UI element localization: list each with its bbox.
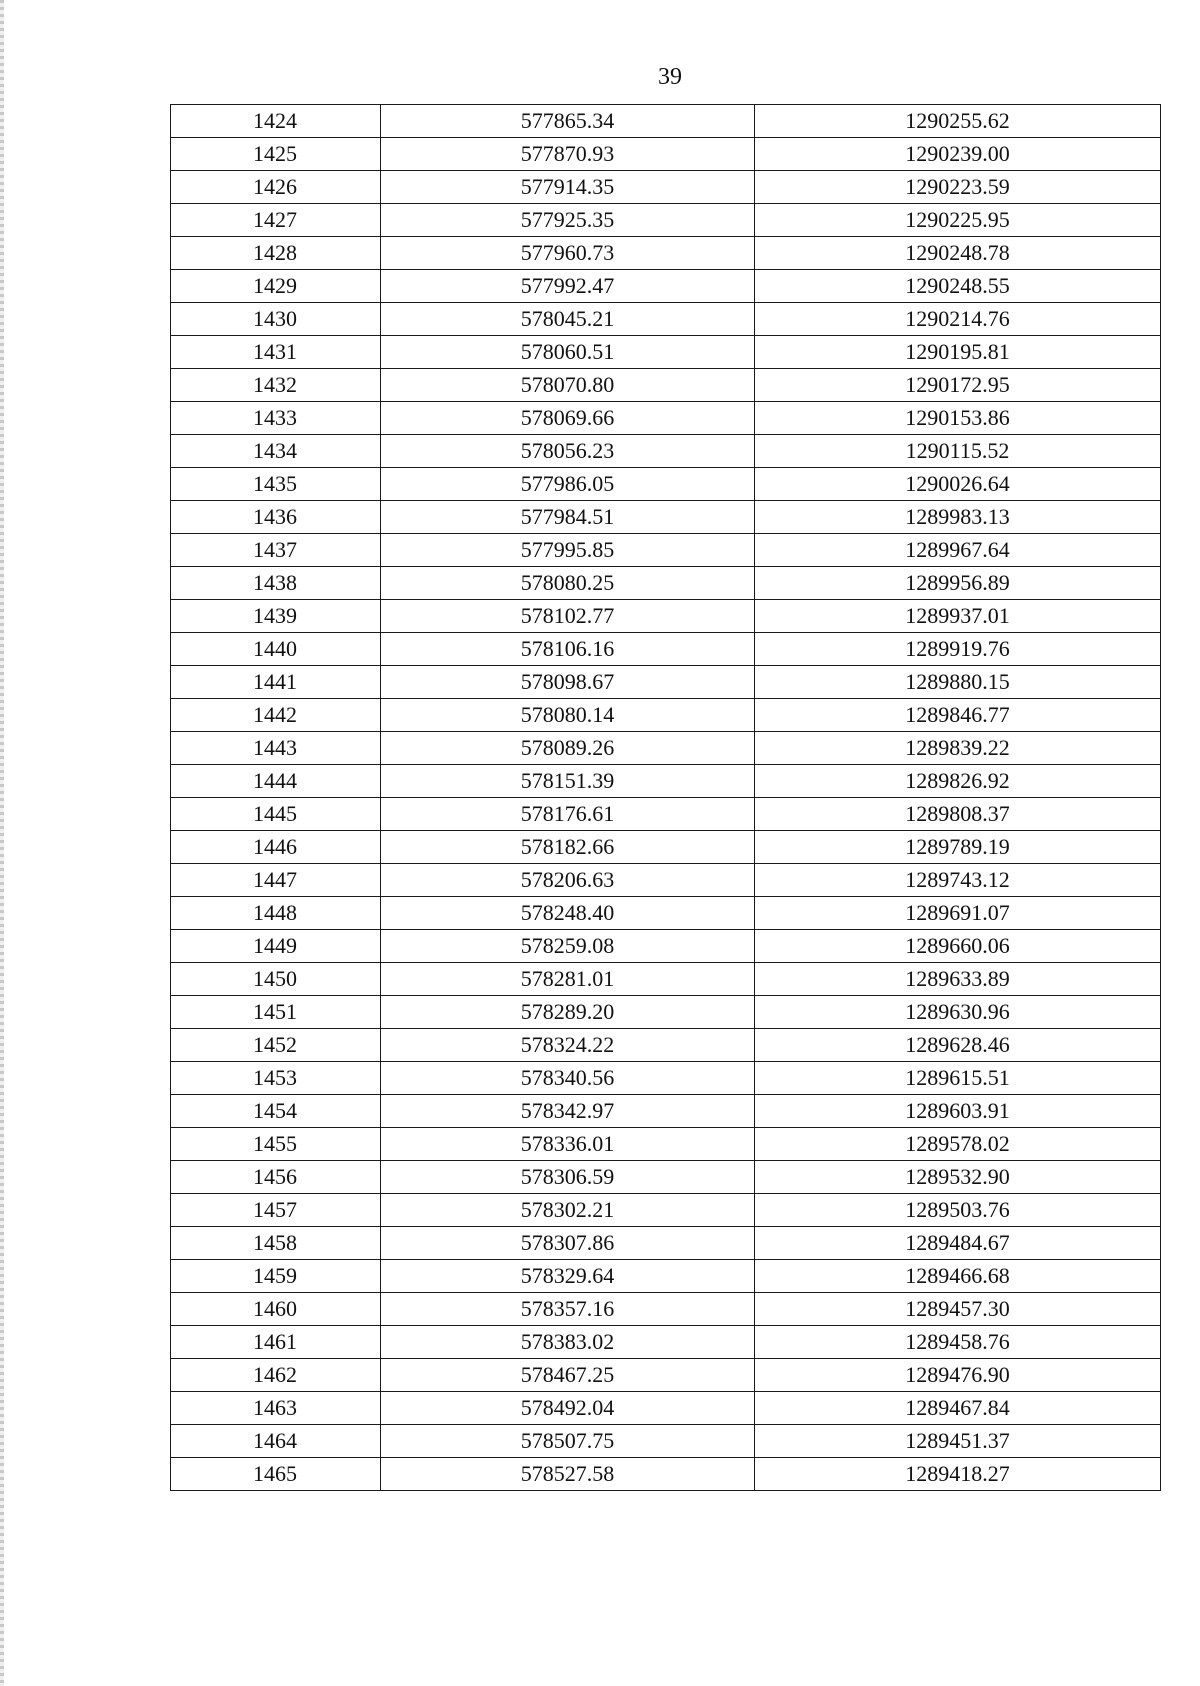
x-coordinate-cell: 578106.16 [381, 633, 755, 666]
x-coordinate-cell: 578467.25 [381, 1359, 755, 1392]
y-coordinate-cell: 1289451.37 [755, 1425, 1161, 1458]
point-number-cell: 1427 [171, 204, 381, 237]
point-number-cell: 1461 [171, 1326, 381, 1359]
point-number-cell: 1445 [171, 798, 381, 831]
y-coordinate-cell: 1289466.68 [755, 1260, 1161, 1293]
coordinates-table-container [170, 104, 1160, 1491]
point-number-cell: 1455 [171, 1128, 381, 1161]
y-coordinate-cell: 1289789.19 [755, 831, 1161, 864]
x-coordinate-cell: 577995.85 [381, 534, 755, 567]
y-coordinate-cell: 1289476.90 [755, 1359, 1161, 1392]
x-coordinate-cell: 578329.64 [381, 1260, 755, 1293]
point-number-cell: 1428 [171, 237, 381, 270]
y-coordinate-cell: 1289633.89 [755, 963, 1161, 996]
y-coordinate-cell: 1289484.67 [755, 1227, 1161, 1260]
x-coordinate-cell: 578248.40 [381, 897, 755, 930]
y-coordinate-cell: 1289743.12 [755, 864, 1161, 897]
table-row [171, 732, 1161, 765]
x-coordinate-cell: 577870.93 [381, 138, 755, 171]
x-coordinate-cell: 578089.26 [381, 732, 755, 765]
x-coordinate-cell: 577865.34 [381, 105, 755, 138]
y-coordinate-cell: 1289578.02 [755, 1128, 1161, 1161]
point-number-cell: 1462 [171, 1359, 381, 1392]
table-row [171, 1194, 1161, 1227]
point-number-cell: 1453 [171, 1062, 381, 1095]
y-coordinate-cell: 1289630.96 [755, 996, 1161, 1029]
point-number-cell: 1457 [171, 1194, 381, 1227]
table-row [171, 369, 1161, 402]
x-coordinate-cell: 578206.63 [381, 864, 755, 897]
x-coordinate-cell: 578281.01 [381, 963, 755, 996]
point-number-cell: 1440 [171, 633, 381, 666]
y-coordinate-cell: 1289983.13 [755, 501, 1161, 534]
y-coordinate-cell: 1289919.76 [755, 633, 1161, 666]
scan-edge [0, 0, 4, 1686]
point-number-cell: 1431 [171, 336, 381, 369]
x-coordinate-cell: 578307.86 [381, 1227, 755, 1260]
point-number-cell: 1438 [171, 567, 381, 600]
table-row [171, 237, 1161, 270]
y-coordinate-cell: 1289503.76 [755, 1194, 1161, 1227]
table-row [171, 1359, 1161, 1392]
table-row [171, 1458, 1161, 1491]
x-coordinate-cell: 578527.58 [381, 1458, 755, 1491]
y-coordinate-cell: 1290172.95 [755, 369, 1161, 402]
x-coordinate-cell: 578070.80 [381, 369, 755, 402]
table-row [171, 468, 1161, 501]
point-number-cell: 1465 [171, 1458, 381, 1491]
point-number-cell: 1430 [171, 303, 381, 336]
table-row [171, 171, 1161, 204]
y-coordinate-cell: 1290239.00 [755, 138, 1161, 171]
table-row [171, 666, 1161, 699]
y-coordinate-cell: 1290115.52 [755, 435, 1161, 468]
x-coordinate-cell: 578182.66 [381, 831, 755, 864]
table-row [171, 1128, 1161, 1161]
table-row [171, 1095, 1161, 1128]
table-row [171, 105, 1161, 138]
point-number-cell: 1435 [171, 468, 381, 501]
table-row [171, 963, 1161, 996]
y-coordinate-cell: 1290026.64 [755, 468, 1161, 501]
y-coordinate-cell: 1289532.90 [755, 1161, 1161, 1194]
point-number-cell: 1446 [171, 831, 381, 864]
y-coordinate-cell: 1289457.30 [755, 1293, 1161, 1326]
table-row [171, 1029, 1161, 1062]
y-coordinate-cell: 1289467.84 [755, 1392, 1161, 1425]
table-row [171, 534, 1161, 567]
table-row [171, 1260, 1161, 1293]
point-number-cell: 1442 [171, 699, 381, 732]
table-row [171, 1227, 1161, 1260]
table-row [171, 501, 1161, 534]
point-number-cell: 1456 [171, 1161, 381, 1194]
x-coordinate-cell: 577986.05 [381, 468, 755, 501]
table-row [171, 303, 1161, 336]
x-coordinate-cell: 578336.01 [381, 1128, 755, 1161]
y-coordinate-cell: 1290195.81 [755, 336, 1161, 369]
y-coordinate-cell: 1289967.64 [755, 534, 1161, 567]
x-coordinate-cell: 577925.35 [381, 204, 755, 237]
x-coordinate-cell: 578060.51 [381, 336, 755, 369]
point-number-cell: 1450 [171, 963, 381, 996]
table-row [171, 765, 1161, 798]
coordinates-table [170, 104, 1161, 1491]
table-row [171, 204, 1161, 237]
y-coordinate-cell: 1289937.01 [755, 600, 1161, 633]
y-coordinate-cell: 1289839.22 [755, 732, 1161, 765]
table-row [171, 1161, 1161, 1194]
table-row [171, 897, 1161, 930]
table-row [171, 864, 1161, 897]
y-coordinate-cell: 1289418.27 [755, 1458, 1161, 1491]
coordinates-table-body [171, 105, 1161, 1491]
point-number-cell: 1458 [171, 1227, 381, 1260]
table-row [171, 633, 1161, 666]
point-number-cell: 1449 [171, 930, 381, 963]
x-coordinate-cell: 577984.51 [381, 501, 755, 534]
point-number-cell: 1452 [171, 1029, 381, 1062]
table-row [171, 798, 1161, 831]
y-coordinate-cell: 1290214.76 [755, 303, 1161, 336]
point-number-cell: 1444 [171, 765, 381, 798]
table-row [171, 270, 1161, 303]
x-coordinate-cell: 578176.61 [381, 798, 755, 831]
y-coordinate-cell: 1290223.59 [755, 171, 1161, 204]
table-row [171, 336, 1161, 369]
x-coordinate-cell: 578289.20 [381, 996, 755, 1029]
point-number-cell: 1441 [171, 666, 381, 699]
y-coordinate-cell: 1290248.55 [755, 270, 1161, 303]
point-number-cell: 1424 [171, 105, 381, 138]
point-number-cell: 1432 [171, 369, 381, 402]
table-row [171, 930, 1161, 963]
table-row [171, 996, 1161, 1029]
table-row [171, 831, 1161, 864]
table-row [171, 699, 1161, 732]
x-coordinate-cell: 578507.75 [381, 1425, 755, 1458]
point-number-cell: 1460 [171, 1293, 381, 1326]
point-number-cell: 1426 [171, 171, 381, 204]
y-coordinate-cell: 1290153.86 [755, 402, 1161, 435]
point-number-cell: 1436 [171, 501, 381, 534]
x-coordinate-cell: 578098.67 [381, 666, 755, 699]
x-coordinate-cell: 577960.73 [381, 237, 755, 270]
point-number-cell: 1454 [171, 1095, 381, 1128]
point-number-cell: 1439 [171, 600, 381, 633]
x-coordinate-cell: 578342.97 [381, 1095, 755, 1128]
y-coordinate-cell: 1289880.15 [755, 666, 1161, 699]
y-coordinate-cell: 1290255.62 [755, 105, 1161, 138]
x-coordinate-cell: 578302.21 [381, 1194, 755, 1227]
table-row [171, 402, 1161, 435]
x-coordinate-cell: 578080.14 [381, 699, 755, 732]
table-row [171, 138, 1161, 171]
y-coordinate-cell: 1289826.92 [755, 765, 1161, 798]
x-coordinate-cell: 578045.21 [381, 303, 755, 336]
point-number-cell: 1448 [171, 897, 381, 930]
table-row [171, 600, 1161, 633]
x-coordinate-cell: 578102.77 [381, 600, 755, 633]
x-coordinate-cell: 578080.25 [381, 567, 755, 600]
point-number-cell: 1463 [171, 1392, 381, 1425]
point-number-cell: 1451 [171, 996, 381, 1029]
point-number-cell: 1447 [171, 864, 381, 897]
y-coordinate-cell: 1289691.07 [755, 897, 1161, 930]
table-row [171, 1392, 1161, 1425]
y-coordinate-cell: 1289628.46 [755, 1029, 1161, 1062]
point-number-cell: 1464 [171, 1425, 381, 1458]
table-row [171, 567, 1161, 600]
point-number-cell: 1434 [171, 435, 381, 468]
x-coordinate-cell: 578340.56 [381, 1062, 755, 1095]
table-row [171, 1326, 1161, 1359]
y-coordinate-cell: 1289615.51 [755, 1062, 1161, 1095]
point-number-cell: 1443 [171, 732, 381, 765]
x-coordinate-cell: 578259.08 [381, 930, 755, 963]
x-coordinate-cell: 578383.02 [381, 1326, 755, 1359]
x-coordinate-cell: 578056.23 [381, 435, 755, 468]
y-coordinate-cell: 1289660.06 [755, 930, 1161, 963]
y-coordinate-cell: 1289846.77 [755, 699, 1161, 732]
x-coordinate-cell: 578324.22 [381, 1029, 755, 1062]
page-number: 39 [658, 64, 682, 90]
x-coordinate-cell: 578151.39 [381, 765, 755, 798]
point-number-cell: 1437 [171, 534, 381, 567]
y-coordinate-cell: 1289956.89 [755, 567, 1161, 600]
x-coordinate-cell: 578069.66 [381, 402, 755, 435]
point-number-cell: 1459 [171, 1260, 381, 1293]
x-coordinate-cell: 578492.04 [381, 1392, 755, 1425]
point-number-cell: 1425 [171, 138, 381, 171]
table-row [171, 1293, 1161, 1326]
y-coordinate-cell: 1289603.91 [755, 1095, 1161, 1128]
point-number-cell: 1429 [171, 270, 381, 303]
y-coordinate-cell: 1290248.78 [755, 237, 1161, 270]
y-coordinate-cell: 1290225.95 [755, 204, 1161, 237]
y-coordinate-cell: 1289458.76 [755, 1326, 1161, 1359]
y-coordinate-cell: 1289808.37 [755, 798, 1161, 831]
x-coordinate-cell: 578306.59 [381, 1161, 755, 1194]
table-row [171, 1425, 1161, 1458]
x-coordinate-cell: 578357.16 [381, 1293, 755, 1326]
x-coordinate-cell: 577914.35 [381, 171, 755, 204]
table-row [171, 1062, 1161, 1095]
x-coordinate-cell: 577992.47 [381, 270, 755, 303]
table-row [171, 435, 1161, 468]
point-number-cell: 1433 [171, 402, 381, 435]
